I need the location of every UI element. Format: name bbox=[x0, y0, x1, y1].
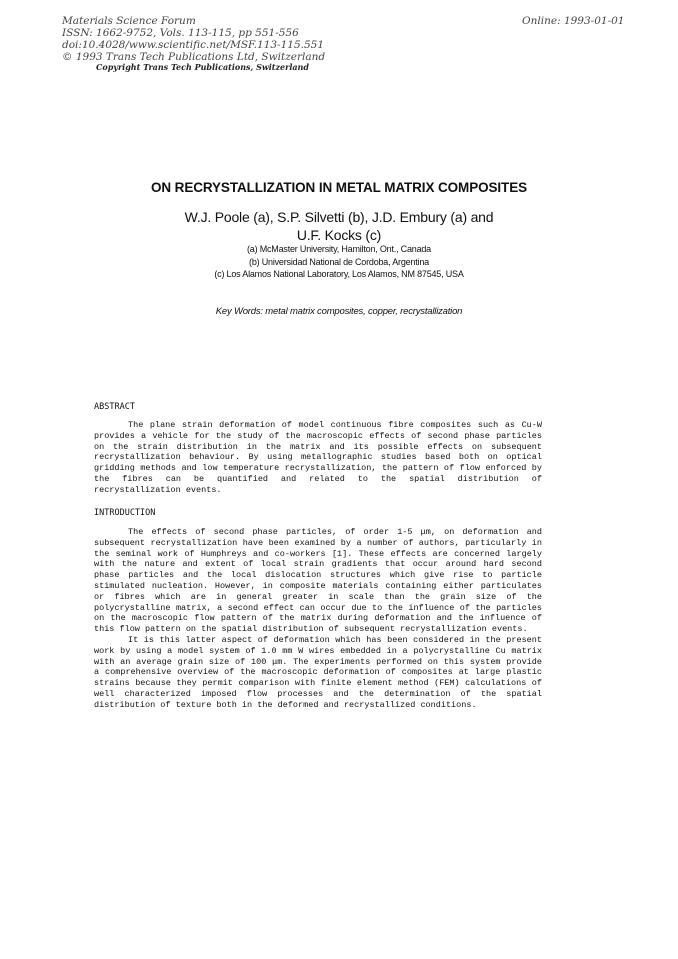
introduction-paragraph-1: The effects of second phase particles, of order 1-5 μm, on deformation and subsequent recrystallization have been examined by a number of authors, particularly in the seminal work of Humphreys and co-workers [1]. These effects are concerned largely with the nature and extent of local strain gradients that occur around hard second phase particles and the local dislocation structures which give rise to particle stimulated nucleation. However, in composite materials containing either particulates or fibres which are in general greater in scale than the grain size of the polycrystalline matrix, a second effect can occur due to the influence of the particles on the macroscopic flow pattern of the matrix during deformation and the influence of this flow pattern on the spatial distribution of subsequent recrystallization events. bbox=[94, 527, 542, 635]
journal-header bbox=[62, 15, 325, 63]
affiliation-list bbox=[0, 243, 678, 281]
doi-line: doi:10.4028/www.scientific.net/MSF.113-115.551 bbox=[62, 39, 325, 51]
abstract-heading: ABSTRACT bbox=[94, 402, 135, 412]
authors-line-1: W.J. Poole (a), S.P. Silvetti (b), J.D. Embury (a) and bbox=[184, 209, 494, 225]
introduction-paragraph-2: It is this latter aspect of deformation which has been considered in the present work by using a model system of 1.0 mm W wires embedded in a polycrystalline Cu matrix with an average grain size of 100 μm. The experiments performed on this system provide a comprehensive overview of the macroscopic deformation of composites at large plastic strains because they permit comparison with finite element method (FEM) calculations of well characterized imposed flow processes and the determination of the spatial distribution of texture both in the deformed and recrystallized conditions. bbox=[94, 634, 542, 710]
affiliation-a: (a) McMaster University, Hamilton, Ont., Canada bbox=[247, 244, 431, 254]
issn-line: ISSN: 1662-9752, Vols. 113-115, pp 551-556 bbox=[62, 27, 299, 39]
introduction-heading: INTRODUCTION bbox=[94, 508, 156, 518]
abstract-body bbox=[94, 420, 542, 496]
abstract-paragraph: The plane strain deformation of model continuous fibre composites such as Cu-W provides a vehicle for the study of the macroscopic effects of second phase particles on the strain distribution in the matrix and its possible effects on subsequent recrystallization behaviour. By using metallographic studies based both on optical gridding methods and low temperature recrystallization, the pattern of flow enforced by the fibres can be quantified and related to the spatial distribution of recrystallization events. bbox=[94, 420, 542, 495]
online-date: Online: 1993-01-01 bbox=[522, 15, 625, 27]
journal-name: Materials Science Forum bbox=[62, 15, 196, 27]
introduction-body bbox=[94, 527, 542, 711]
authors-line-2: U.F. Kocks (c) bbox=[296, 227, 382, 243]
keywords: Key Words: metal matrix composites, copper, recrystallization bbox=[215, 306, 463, 317]
affiliation-b: (b) Universidad National de Cordoba, Argentina bbox=[249, 256, 429, 267]
copyright-line: © 1993 Trans Tech Publications Ltd, Switzerland bbox=[62, 51, 326, 63]
paper-title: ON RECRYSTALLIZATION IN METAL MATRIX COMPOSITES bbox=[150, 180, 528, 195]
affiliation-c: (c) Los Alamos National Laboratory, Los Alamos, NM 87545, USA bbox=[214, 269, 464, 279]
author-list bbox=[0, 208, 678, 244]
copyright-stamp: Copyright Trans Tech Publications, Switzerland bbox=[96, 62, 309, 72]
